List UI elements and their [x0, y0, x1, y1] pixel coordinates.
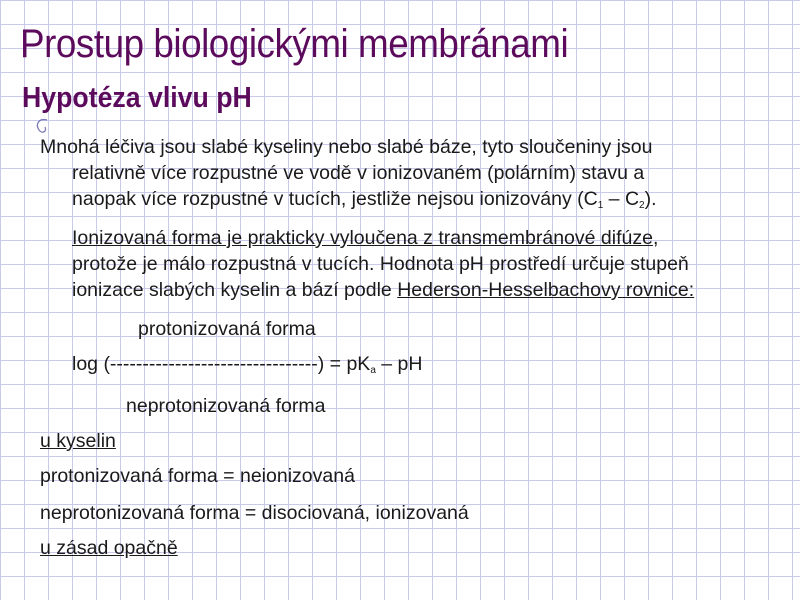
paragraph-1-line-2-text: relativně více rozpustné ve vodě v ionizovaném (polárním) stavu a [72, 162, 645, 184]
formula-log-text: log (--------------------------------) = pK [72, 353, 371, 375]
paragraph-1-line-1-text: Mnohá léčiva jsou slabé kyseliny nebo slabé báze, tyto sloučeniny jsou [40, 136, 653, 158]
acids-line-unprotonized: neprotonizovaná forma = disociovaná, ionizovaná [40, 502, 469, 524]
paragraph-2-line-2-text: protože je málo rozpustná v tucích. Hodnota pH prostředí určuje stupeň [72, 253, 689, 275]
formula-denominator: neprotonizovaná forma [126, 395, 326, 417]
bases-heading[interactable]: u zásad opačně [40, 537, 178, 559]
paragraph-2-line-1-rest: , [652, 227, 659, 249]
paragraph-2-line-1 [40, 225, 694, 251]
paragraph-1-line-3-text: naopak více rozpustné v tucích, jestliže nejsou ionizovány (C [72, 188, 598, 210]
paragraph-1-line-2 [40, 160, 694, 186]
slide-title: Prostup biologickými membránami [20, 22, 569, 66]
paragraph-1-line-1 [40, 134, 694, 160]
acids-line-protonized: protonizovaná forma = neionizovaná [40, 465, 355, 487]
formula-ph: – pH [375, 353, 423, 375]
acids-heading[interactable]: u kyselin [40, 430, 116, 452]
paragraph-2-line-3 [40, 277, 694, 303]
formula-numerator: protonizovaná forma [138, 318, 316, 340]
paragraph-1-line-3 [40, 186, 694, 219]
slide-subtitle: Hypotéza vlivu pH [22, 82, 252, 114]
pka-subscript: a [370, 365, 376, 376]
c2-subscript: 2 [639, 200, 645, 211]
ionized-form-underlined: Ionizovaná forma je prakticky vyloučena z transmembránové difúze [72, 227, 653, 249]
hh-equation-link[interactable]: Hederson-Hesselbachovy rovnice: [397, 279, 695, 301]
formula-log-line [72, 353, 422, 376]
c-dash: – C [603, 188, 640, 210]
paragraph-1-end: ). [644, 188, 657, 210]
paragraph-2-line-3-text: ionizace slabých kyselin a bází podle [72, 279, 398, 301]
paragraph-2-line-2 [40, 251, 694, 277]
c1-subscript: 1 [597, 200, 604, 211]
